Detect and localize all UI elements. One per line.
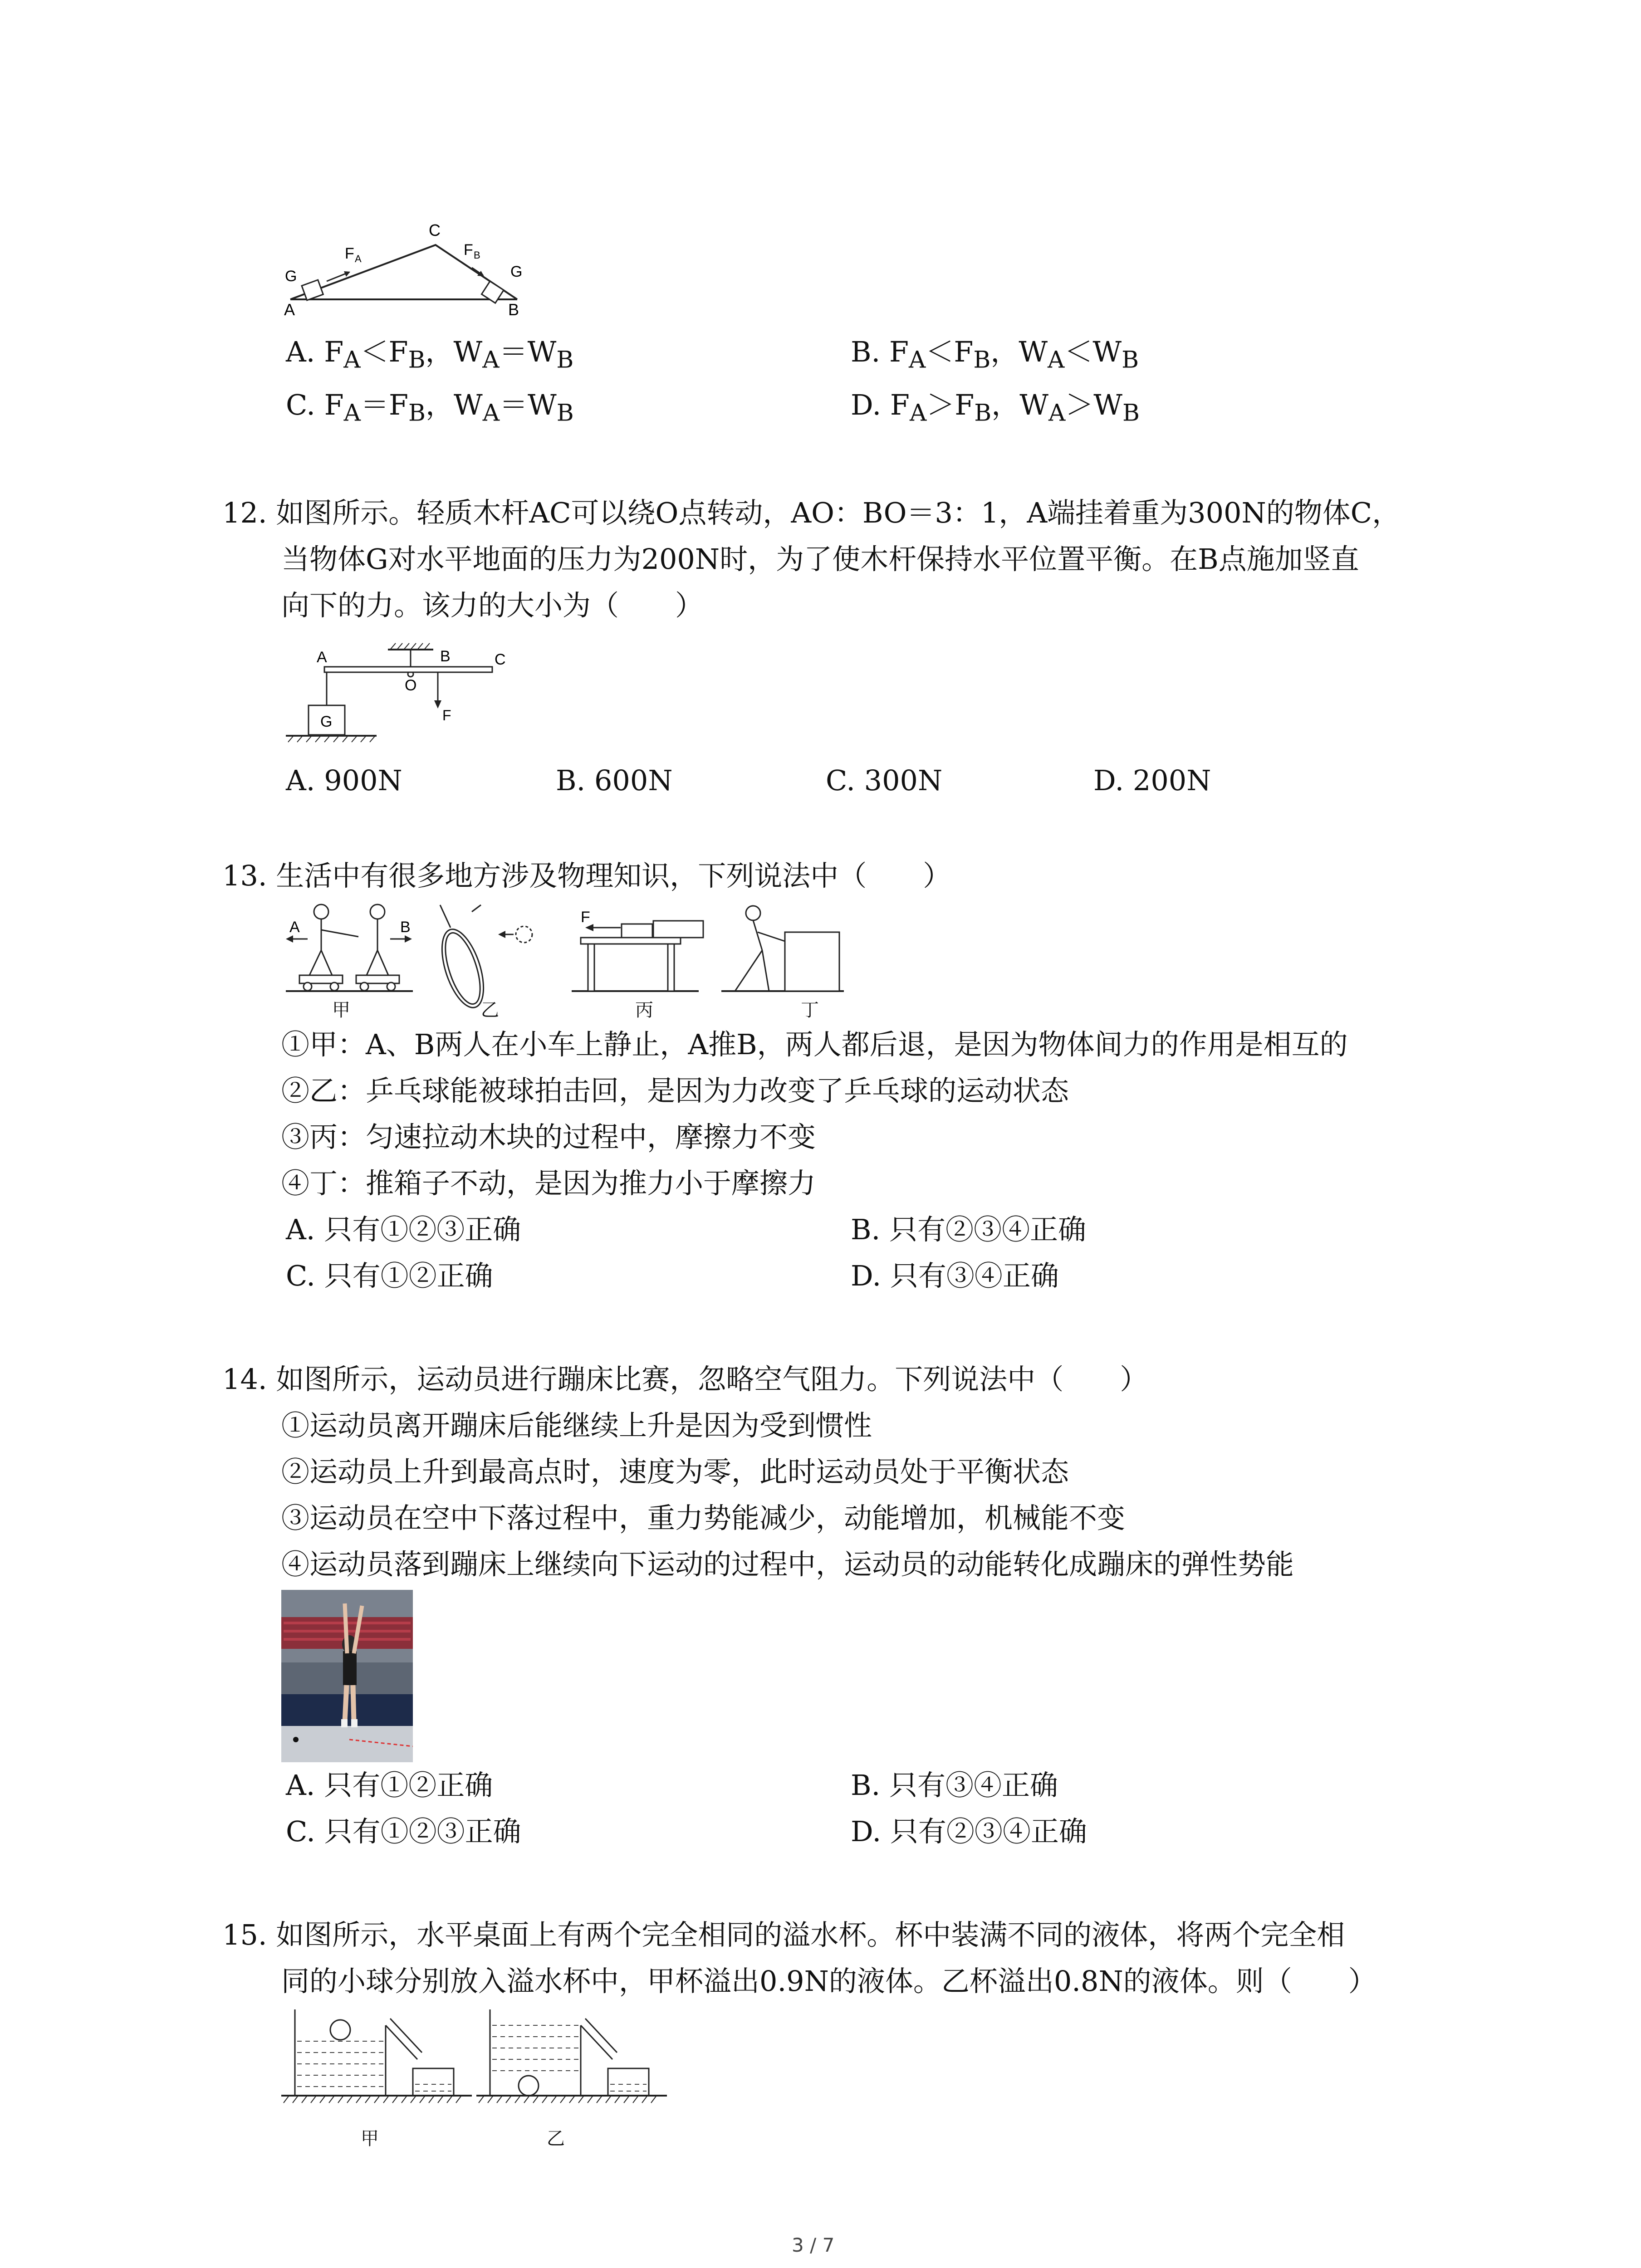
q14-statement-2: ②运动员上升到最高点时，速度为零，此时运动员处于平衡状态 bbox=[281, 1455, 1069, 1488]
q14-statement-1: ①运动员离开蹦床后能继续上升是因为受到惯性 bbox=[281, 1409, 872, 1442]
label-fa-sub: A bbox=[355, 253, 362, 264]
q13-option-c[interactable]: C. 只有①②正确 bbox=[286, 1259, 493, 1292]
trampoline-photo bbox=[281, 1590, 413, 1762]
q13-caption-bing: 丙 bbox=[635, 1000, 653, 1021]
label-fa: F bbox=[345, 245, 354, 262]
label-b: B bbox=[508, 300, 519, 319]
label-c: C bbox=[495, 651, 506, 668]
q12-line-3: 向下的力。该力的大小为（ ） bbox=[281, 589, 704, 622]
q13-statement-1: ①甲：A、B两人在小车上静止，A推B，两人都后退，是因为物体间力的作用是相互的 bbox=[281, 1028, 1348, 1061]
label-o: O bbox=[405, 677, 417, 694]
label-b: B bbox=[440, 648, 451, 665]
q13-statement-3: ③丙：匀速拉动木块的过程中，摩擦力不变 bbox=[281, 1120, 816, 1154]
q14-statement-4: ④运动员落到蹦床上继续向下运动的过程中，运动员的动能转化成蹦床的弹性势能 bbox=[281, 1548, 1294, 1581]
q13-caption-ding: 丁 bbox=[801, 1000, 819, 1021]
q12-option-d[interactable]: D. 200N bbox=[1093, 764, 1211, 797]
q12-line-2: 当物体G对水平地面的压力为200N时，为了使木杆保持水平位置平衡。在B点施加竖直 bbox=[281, 543, 1359, 576]
q13-option-b[interactable]: B. 只有②③④正确 bbox=[851, 1213, 1086, 1246]
q11-incline-figure bbox=[281, 213, 535, 322]
q14-stem: 14. 如图所示，运动员进行蹦床比赛，忽略空气阻力。下列说法中（ ） bbox=[222, 1363, 1148, 1396]
q11-option-b[interactable]: B. $F_A<F_B$，$W_A<W_B$ bbox=[851, 335, 1139, 374]
q11-option-a[interactable]: A. $F_A<F_B$，$W_A=W_B$ bbox=[286, 335, 574, 374]
label-fb-sub: B bbox=[474, 249, 480, 261]
q14-option-b[interactable]: B. 只有③④正确 bbox=[851, 1769, 1058, 1802]
q15-overflow-cups-figure bbox=[281, 2005, 667, 2123]
label-g: G bbox=[320, 713, 333, 730]
label-a: A bbox=[317, 649, 327, 666]
q11-option-c[interactable]: C. $F_A=F_B$，$W_A=W_B$ bbox=[286, 388, 574, 427]
q14-option-c[interactable]: C. 只有①②③正确 bbox=[286, 1815, 521, 1848]
q12-option-b[interactable]: B. 600N bbox=[556, 764, 673, 797]
label-g-left: G bbox=[285, 268, 297, 285]
label-fb: F bbox=[464, 241, 473, 259]
page-number: 3 / 7 bbox=[792, 2234, 835, 2256]
q13-figures bbox=[281, 900, 871, 1023]
q15-caption-yi: 乙 bbox=[547, 2128, 565, 2149]
label-f: F bbox=[581, 909, 590, 926]
q11-option-d[interactable]: D. $F_A>F_B$，$W_A>W_B$ bbox=[851, 388, 1140, 427]
label-a: A bbox=[284, 300, 295, 319]
label-a: A bbox=[289, 919, 300, 936]
label-g-right: G bbox=[510, 263, 523, 280]
q13-caption-jia: 甲 bbox=[332, 1000, 350, 1021]
q13-caption-yi: 乙 bbox=[481, 1000, 499, 1021]
q12-line-1: 12. 如图所示。轻质木杆AC可以绕O点转动，AO：BO＝3：1，A端挂着重为300N的物体C， bbox=[222, 496, 1401, 529]
q12-option-a[interactable]: A. 900N bbox=[286, 764, 402, 797]
q12-lever-figure bbox=[281, 640, 517, 753]
label-f: F bbox=[442, 707, 451, 723]
q15-line-1: 15. 如图所示，水平桌面上有两个完全相同的溢水杯。杯中装满不同的液体，将两个完全相 bbox=[222, 1918, 1345, 1951]
q14-statement-3: ③运动员在空中下落过程中，重力势能减少，动能增加，机械能不变 bbox=[281, 1501, 1126, 1535]
q13-option-a[interactable]: A. 只有①②③正确 bbox=[286, 1213, 521, 1246]
label-c: C bbox=[429, 221, 441, 240]
q14-option-d[interactable]: D. 只有②③④正确 bbox=[851, 1815, 1087, 1848]
q13-stem: 13. 生活中有很多地方涉及物理知识，下列说法中（ ） bbox=[222, 859, 951, 892]
q13-option-d[interactable]: D. 只有③④正确 bbox=[851, 1259, 1059, 1292]
label-b: B bbox=[400, 919, 411, 936]
q14-option-a[interactable]: A. 只有①②正确 bbox=[286, 1769, 493, 1802]
q13-statement-4: ④丁：推箱子不动，是因为推力小于摩擦力 bbox=[281, 1167, 816, 1200]
q15-caption-jia: 甲 bbox=[361, 2128, 379, 2149]
q13-statement-2: ②乙：乒乓球能被球拍击回，是因为力改变了乒乓球的运动状态 bbox=[281, 1074, 1069, 1107]
q15-line-2: 同的小球分别放入溢水杯中，甲杯溢出0.9N的液体。乙杯溢出0.8N的液体。则（ ） bbox=[281, 1965, 1376, 1998]
q12-option-c[interactable]: C. 300N bbox=[826, 764, 943, 797]
